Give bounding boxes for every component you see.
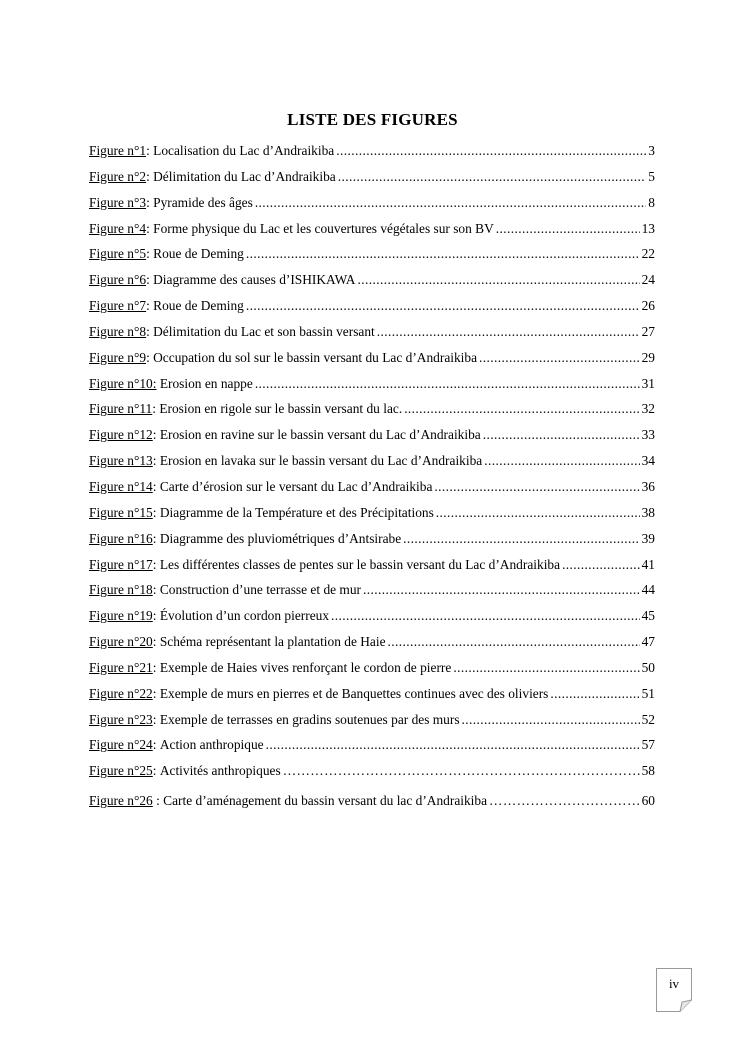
figure-link[interactable]: Figure n°18 bbox=[89, 582, 153, 598]
figure-separator: : bbox=[146, 246, 154, 262]
figure-separator: : bbox=[146, 168, 154, 184]
dot-leader bbox=[357, 272, 639, 288]
figure-entry[interactable] bbox=[89, 634, 655, 660]
figure-page-number: 34 bbox=[641, 453, 655, 469]
dot-leader bbox=[403, 531, 639, 547]
figure-link[interactable]: Figure n°17 bbox=[89, 556, 153, 572]
dot-leader bbox=[363, 582, 640, 598]
figure-entry[interactable] bbox=[89, 712, 655, 738]
figure-separator: : bbox=[152, 793, 164, 809]
figure-page-number: 51 bbox=[641, 685, 655, 701]
figure-title: Erosion en lavaka sur le bassin versant du Lac d’Andraikiba bbox=[159, 453, 483, 469]
figure-link[interactable]: Figure n°16 bbox=[89, 530, 153, 546]
figure-link[interactable]: Figure n°10: bbox=[89, 375, 157, 391]
figure-separator: : bbox=[152, 763, 160, 779]
figure-entry[interactable] bbox=[89, 169, 655, 195]
figure-title: Pyramide des âges bbox=[153, 194, 253, 210]
figure-entry[interactable] bbox=[89, 376, 655, 402]
figure-page-number: 52 bbox=[641, 711, 655, 727]
figure-entry[interactable] bbox=[89, 582, 655, 608]
figure-entry[interactable] bbox=[89, 195, 655, 221]
figure-title: Diagramme de la Température et des Précipitations bbox=[159, 504, 434, 520]
figure-page-number: 58 bbox=[641, 763, 655, 779]
figure-title: Localisation du Lac d’Andraikiba bbox=[153, 143, 335, 158]
figure-page-number: 60 bbox=[641, 793, 655, 809]
figure-link[interactable]: Figure n°6 bbox=[89, 272, 147, 288]
dot-leader bbox=[377, 324, 640, 340]
dot-leader bbox=[489, 793, 640, 809]
figure-separator: : bbox=[152, 401, 160, 417]
figure-title: Action anthropique bbox=[159, 737, 264, 753]
figure-link[interactable]: Figure n°22 bbox=[89, 685, 153, 701]
figure-link[interactable]: Figure n°8 bbox=[89, 323, 147, 339]
figure-entry[interactable] bbox=[89, 221, 655, 247]
figure-separator: : bbox=[152, 453, 160, 469]
figure-page-number: 24 bbox=[641, 272, 655, 288]
figure-page-number: 33 bbox=[641, 427, 655, 443]
figure-link[interactable]: Figure n°24 bbox=[89, 737, 153, 753]
dot-leader bbox=[436, 505, 640, 521]
figure-page-number: 39 bbox=[641, 530, 655, 546]
figure-separator: : bbox=[152, 504, 160, 520]
dot-leader bbox=[246, 298, 640, 314]
dot-leader bbox=[496, 221, 640, 237]
figure-title: Activités anthropiques bbox=[159, 763, 281, 779]
figure-page-number: 32 bbox=[641, 401, 655, 417]
figure-title: Délimitation du Lac et son bassin versant bbox=[153, 323, 375, 339]
figure-title: Carte d’érosion sur le versant du Lac d’Andraikiba bbox=[159, 478, 433, 494]
figure-title: Diagramme des pluviométriques d’Antsirabe bbox=[159, 530, 402, 546]
figure-page-number: 22 bbox=[641, 246, 655, 262]
figure-entry[interactable] bbox=[89, 479, 655, 505]
figure-title: Roue de Deming bbox=[153, 298, 244, 314]
figure-title: Roue de Deming bbox=[153, 246, 244, 262]
figure-separator: : bbox=[146, 194, 154, 210]
figure-separator: : bbox=[152, 427, 160, 443]
figure-separator: : bbox=[146, 272, 154, 288]
figure-link[interactable]: Figure n°1 bbox=[89, 143, 147, 158]
figure-link[interactable]: Figure n°13 bbox=[89, 453, 153, 469]
figure-link[interactable]: Figure n°12 bbox=[89, 427, 153, 443]
figure-title: Erosion en rigole sur le bassin versant du lac. bbox=[159, 401, 403, 417]
dot-leader bbox=[453, 660, 639, 676]
figure-entry[interactable] bbox=[89, 686, 655, 712]
figure-entry[interactable] bbox=[89, 660, 655, 686]
figure-title: Exemple de murs en pierres et de Banquettes continues avec des oliviers bbox=[159, 685, 549, 701]
figure-title: Erosion en ravine sur le bassin versant du Lac d’Andraikiba bbox=[159, 427, 481, 443]
dot-leader bbox=[479, 350, 640, 366]
dot-leader bbox=[246, 246, 640, 262]
figure-link[interactable]: Figure n°3 bbox=[89, 194, 147, 210]
dot-leader bbox=[338, 169, 647, 185]
figure-entry[interactable] bbox=[89, 453, 655, 479]
figure-link[interactable]: Figure n°14 bbox=[89, 478, 153, 494]
figure-title: Exemple de Haies vives renforçant le cordon de pierre bbox=[159, 659, 452, 675]
figure-link[interactable]: Figure n°19 bbox=[89, 608, 153, 624]
figure-entry[interactable] bbox=[89, 793, 655, 819]
figure-separator: : bbox=[152, 737, 160, 753]
figure-link[interactable]: Figure n°11 bbox=[89, 401, 153, 417]
figure-title: Erosion en nappe bbox=[159, 375, 253, 391]
figure-entry[interactable] bbox=[89, 427, 655, 453]
dot-leader bbox=[266, 737, 640, 753]
figure-page-number: 29 bbox=[641, 349, 655, 365]
figure-separator: : bbox=[152, 711, 160, 727]
dot-leader bbox=[484, 453, 639, 469]
dot-leader bbox=[388, 634, 640, 650]
page-number-box bbox=[656, 968, 692, 1012]
figure-page-number: 44 bbox=[641, 582, 655, 598]
figure-entry[interactable] bbox=[89, 531, 655, 557]
figure-title: Évolution d’un cordon pierreux bbox=[159, 608, 330, 624]
figure-separator: : bbox=[152, 556, 160, 572]
page-number: iv bbox=[668, 976, 680, 991]
figure-separator: : bbox=[146, 143, 154, 158]
figure-title: Diagramme des causes d’ISHIKAWA bbox=[153, 272, 356, 288]
figure-separator: : bbox=[152, 582, 160, 598]
figure-title: Délimitation du Lac d’Andraikiba bbox=[153, 168, 336, 184]
figure-link[interactable]: Figure n°21 bbox=[89, 659, 153, 675]
figure-separator: : bbox=[146, 220, 154, 236]
dot-leader bbox=[434, 479, 639, 495]
figure-page-number: 41 bbox=[641, 556, 655, 572]
figure-link[interactable]: Figure n°20 bbox=[89, 634, 153, 650]
figure-page-number: 45 bbox=[641, 608, 655, 624]
figure-page-number: 36 bbox=[641, 478, 655, 494]
figure-link[interactable]: Figure n°15 bbox=[89, 504, 153, 520]
figure-page-number: 47 bbox=[641, 634, 655, 650]
figure-link[interactable]: Figure n°25 bbox=[89, 763, 153, 779]
figure-title: Schéma représentant la plantation de Haie bbox=[159, 634, 386, 650]
dot-leader bbox=[562, 557, 640, 573]
dot-leader bbox=[404, 401, 639, 417]
figure-link[interactable]: Figure n°7 bbox=[89, 298, 147, 314]
figure-separator: : bbox=[146, 349, 154, 365]
dot-leader bbox=[483, 427, 640, 443]
figure-page-number: 50 bbox=[641, 659, 655, 675]
figure-page-number: 13 bbox=[641, 220, 655, 236]
figure-title: Les différentes classes de pentes sur le bassin versant du Lac d’Andraikiba bbox=[159, 556, 561, 572]
figure-title: Forme physique du Lac et les couvertures végétales sur son BV bbox=[153, 220, 494, 236]
figure-separator: : bbox=[152, 608, 160, 624]
figure-entry[interactable] bbox=[89, 298, 655, 324]
figure-separator: : bbox=[152, 478, 160, 494]
figure-page-number: 8 bbox=[648, 194, 655, 210]
figure-entry[interactable] bbox=[89, 401, 655, 427]
dot-leader bbox=[462, 712, 640, 728]
figure-entry[interactable] bbox=[89, 272, 655, 298]
figure-page-number: 31 bbox=[641, 375, 655, 391]
figure-link[interactable]: Figure n°26 bbox=[89, 793, 153, 809]
figure-separator: : bbox=[152, 634, 160, 650]
figure-entry[interactable] bbox=[89, 505, 655, 531]
figure-entry[interactable] bbox=[89, 246, 655, 272]
figure-link[interactable]: Figure n°9 bbox=[89, 349, 147, 365]
figure-page-number: 3 bbox=[648, 143, 655, 158]
dot-leader bbox=[255, 195, 646, 211]
figure-separator: : bbox=[152, 685, 160, 701]
figure-entry[interactable] bbox=[89, 737, 655, 763]
figure-link[interactable]: Figure n°4 bbox=[89, 220, 147, 236]
figure-title: Occupation du sol sur le bassin versant du Lac d’Andraikiba bbox=[153, 349, 478, 365]
page-title: LISTE DES FIGURES bbox=[287, 110, 458, 129]
dot-leader bbox=[331, 608, 640, 624]
figure-title: Exemple de terrasses en gradins soutenues par des murs bbox=[159, 711, 460, 727]
figure-entry[interactable] bbox=[89, 608, 655, 634]
figure-link[interactable]: Figure n°23 bbox=[89, 711, 153, 727]
figure-separator: : bbox=[146, 323, 154, 339]
dot-leader bbox=[550, 686, 639, 702]
figure-list bbox=[89, 143, 655, 819]
figure-page-number: 27 bbox=[641, 323, 655, 339]
figure-page-number: 5 bbox=[648, 168, 655, 184]
figure-entry[interactable] bbox=[89, 350, 655, 376]
figure-title: Construction d’une terrasse et de mur bbox=[159, 582, 362, 598]
figure-page-number: 38 bbox=[641, 504, 655, 520]
dot-leader bbox=[283, 763, 640, 779]
figure-link[interactable]: Figure n°2 bbox=[89, 168, 147, 184]
figure-entry[interactable] bbox=[89, 324, 655, 350]
figure-entry[interactable] bbox=[89, 763, 655, 789]
figure-page-number: 57 bbox=[641, 737, 655, 753]
figure-entry[interactable] bbox=[89, 143, 655, 169]
figure-page-number: 26 bbox=[641, 298, 655, 314]
figure-link[interactable]: Figure n°5 bbox=[89, 246, 147, 262]
dot-leader bbox=[255, 376, 640, 392]
dot-leader bbox=[336, 143, 646, 159]
figure-separator: : bbox=[146, 298, 154, 314]
figure-separator: : bbox=[152, 530, 160, 546]
figure-title: Carte d’aménagement du bassin versant du lac d’Andraikiba bbox=[163, 793, 488, 809]
figure-separator: : bbox=[152, 659, 160, 675]
figure-entry[interactable] bbox=[89, 557, 655, 583]
